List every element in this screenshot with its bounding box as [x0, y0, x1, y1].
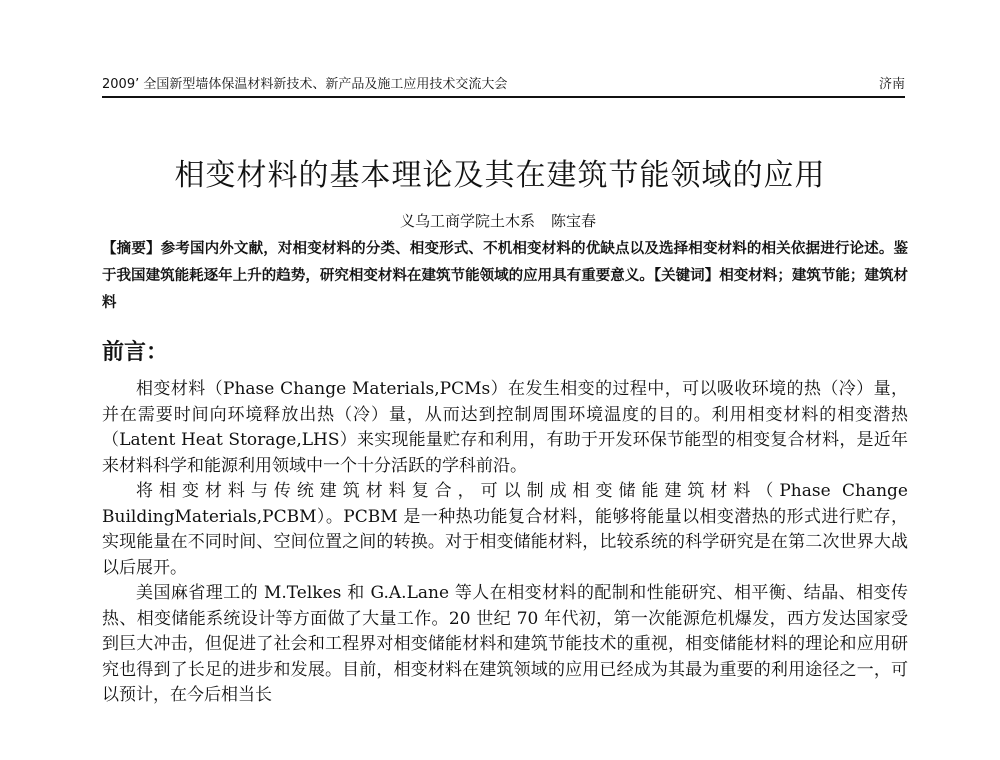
author-affiliation: 义乌工商学院土木系	[400, 212, 536, 230]
conference-name: 2009’ 全国新型墙体保温材料新技术、新产品及施工应用技术交流大会	[102, 77, 508, 92]
paragraph: 相变材料（Phase Change Materials,PCMs）在发生相变的过程中，可以吸收环境的热（冷）量，并在需要时间向环境释放出热（冷）量，从而达到控制周围环境温度的目的。利用相变材料的相变潜热（Latent Heat Storage,LHS）来实现能量贮存和利用，有助于开发环保节能型的相变复合材料，是近年来材料科学和能源利用领域中一个十分活跃的学科前沿。	[102, 379, 908, 476]
body-text	[102, 377, 908, 709]
author-line	[400, 210, 596, 231]
author-name: 陈宝春	[551, 212, 597, 230]
paragraph: 美国麻省理工的 M.Telkes 和 G.A.Lane 等人在相变材料的配制和性能研究、相平衡、结晶、相变传热、相变储能系统设计等方面做了大量工作。20 世纪 70 年代初，第一次能源危机爆发，西方发达国家受到巨大冲击，但促进了社会和工程界对相变储能材料和建筑节能技术的重视，相变储能材料的理论和应用研究也得到了长足的进步和发展。目前，相变材料在建筑领域的应用已经成为其最为重要的利用途径之一，可以预计，在今后相当长	[102, 583, 908, 705]
running-header	[102, 70, 905, 98]
paper-title: 相变材料的基本理论及其在建筑节能领域的应用	[174, 158, 826, 193]
section-heading: 前言：	[102, 340, 169, 365]
abstract: 【摘要】参考国内外文献，对相变材料的分类、相变形式、不机相变材料的优缺点以及选择相变材料的相关依据进行论述。鉴于我国建筑能耗逐年上升的趋势，研究相变材料在建筑节能领域的应用具有重要意义。【关键词】相变材料；建筑节能；建筑材料	[102, 241, 908, 311]
paragraph: 将相变材料与传统建筑材料复合，可以制成相变储能建筑材料（Phase Change BuildingMaterials,PCBM）。PCBM 是一种热功能复合材料，能够将能量以相变潜热的形式进行贮存，实现能量在不同时间、空间位置之间的转换。对于相变储能材料，比较系统的科学研究是在第二次世界大战以后展开。	[102, 481, 908, 578]
conference-location: 济南	[878, 77, 905, 92]
